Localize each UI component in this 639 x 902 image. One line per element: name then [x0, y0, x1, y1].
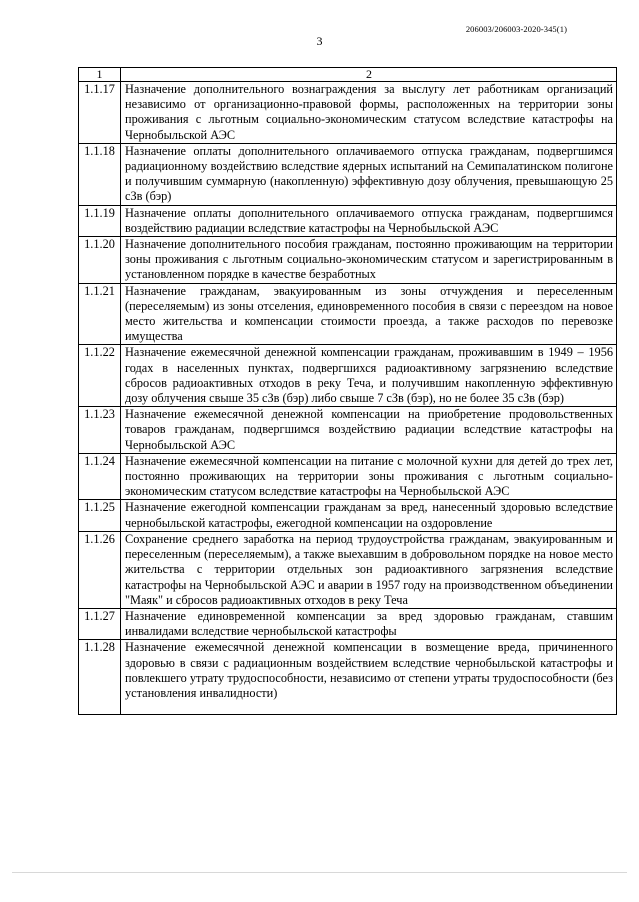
table-row [79, 82, 617, 144]
row-number: 1.1.28 [79, 640, 121, 715]
row-number: 1.1.20 [79, 237, 121, 284]
scan-edge-line [12, 872, 627, 873]
row-description: Назначение дополнительного вознаграждения за выслугу лет работникам организаций независимо от организационно-правовой формы, расположенных на территории зоны проживания с льготным социально-экономическим статусом вследствие катастрофы на Чернобыльской АЭС [121, 82, 617, 144]
services-table [78, 67, 617, 715]
row-description: Назначение ежемесячной денежной компенсации на приобретение продовольственных товаров гражданам, подвергшимся воздействию радиации вследствие катастрофы на Чернобыльской АЭС [121, 407, 617, 454]
table-row [79, 407, 617, 454]
table-row [79, 143, 617, 205]
row-number: 1.1.24 [79, 453, 121, 500]
table-row [79, 500, 617, 531]
table-row [79, 237, 617, 284]
column-header-2: 2 [121, 68, 617, 82]
table-row [79, 531, 617, 608]
row-description: Назначение ежемесячной денежной компенсации гражданам, проживавшим в 1949 – 1956 годах в населенных пунктах, подвергшихся радиоактивному загрязнению вследствие сбросов радиоактивных отходов в реку Теча, и получившим накопленную эффективную дозу облучения свыше 35 сЗв (бэр) либо свыше 7 сЗв (бэр), но не более 35 сЗв (бэр) [121, 345, 617, 407]
row-description: Сохранение среднего заработка на период трудоустройства гражданам, эвакуированным и переселенным (переселяемым), а также выехавшим в добровольном порядке на новое место жительства с территории отдельных зон радиоактивного загрязнения вследствие катастрофы на Чернобыльской АЭС и аварии в 1957 году на производственном объединении "Маяк" и сбросов радиоактивных отходов в реку Теча [121, 531, 617, 608]
row-number: 1.1.26 [79, 531, 121, 608]
row-number: 1.1.27 [79, 608, 121, 639]
row-description: Назначение оплаты дополнительного оплачиваемого отпуска гражданам, подвергшимся воздействию радиации вследствие катастрофы на Чернобыльской АЭС [121, 205, 617, 236]
document-id: 206003/206003-2020-345(1) [465, 24, 567, 34]
row-number: 1.1.21 [79, 283, 121, 345]
row-description: Назначение единовременной компенсации за вред здоровью гражданам, ставшим инвалидами вследствие чернобыльской катастрофы [121, 608, 617, 639]
table-row [79, 640, 617, 715]
table-row [79, 608, 617, 639]
table-row [79, 345, 617, 407]
row-number: 1.1.19 [79, 205, 121, 236]
row-description: Назначение оплаты дополнительного оплачиваемого отпуска гражданам, подвергшимся радиационному воздействию вследствие ядерных испытаний на Семипалатинском полигоне и получившим суммарную (накопленную) эффективную дозу облучения, превышающую 25 сЗв (бэр) [121, 143, 617, 205]
row-description: Назначение ежегодной компенсации гражданам за вред, нанесенный здоровью вследствие чернобыльской катастрофы, ежегодной компенсации на оздоровление [121, 500, 617, 531]
row-description: Назначение ежемесячной компенсации на питание с молочной кухни для детей до трех лет, постоянно проживающих на территории зоны проживания с льготным социально-экономическим статусом вследствие катастрофы на Чернобыльской АЭС [121, 453, 617, 500]
row-description: Назначение ежемесячной денежной компенсации в возмещение вреда, причиненного здоровью в связи с радиационным воздействием вследствие чернобыльской катастрофы и повлекшего утрату трудоспособности, независимо от степени утраты трудоспособности (без установления инвалидности) [121, 640, 617, 715]
page-number: 3 [316, 34, 323, 48]
row-description: Назначение дополнительного пособия гражданам, постоянно проживающим на территории зоны проживания с льготным социально-экономическим статусом и зарегистрированным в установленном порядке в качестве безработных [121, 237, 617, 284]
row-number: 1.1.18 [79, 143, 121, 205]
table-row [79, 283, 617, 345]
row-description: Назначение гражданам, эвакуированным из зоны отчуждения и переселенным (переселяемым) из зоны отселения, единовременного пособия в связи с переездом на новое место жительства и компенсации стоимости проезда, а также расходов по перевозке имущества [121, 283, 617, 345]
table-header-row [79, 68, 617, 82]
row-number: 1.1.25 [79, 500, 121, 531]
row-number: 1.1.17 [79, 82, 121, 144]
row-number: 1.1.22 [79, 345, 121, 407]
table-row [79, 453, 617, 500]
table-row [79, 205, 617, 236]
column-header-1: 1 [79, 68, 121, 82]
row-number: 1.1.23 [79, 407, 121, 454]
